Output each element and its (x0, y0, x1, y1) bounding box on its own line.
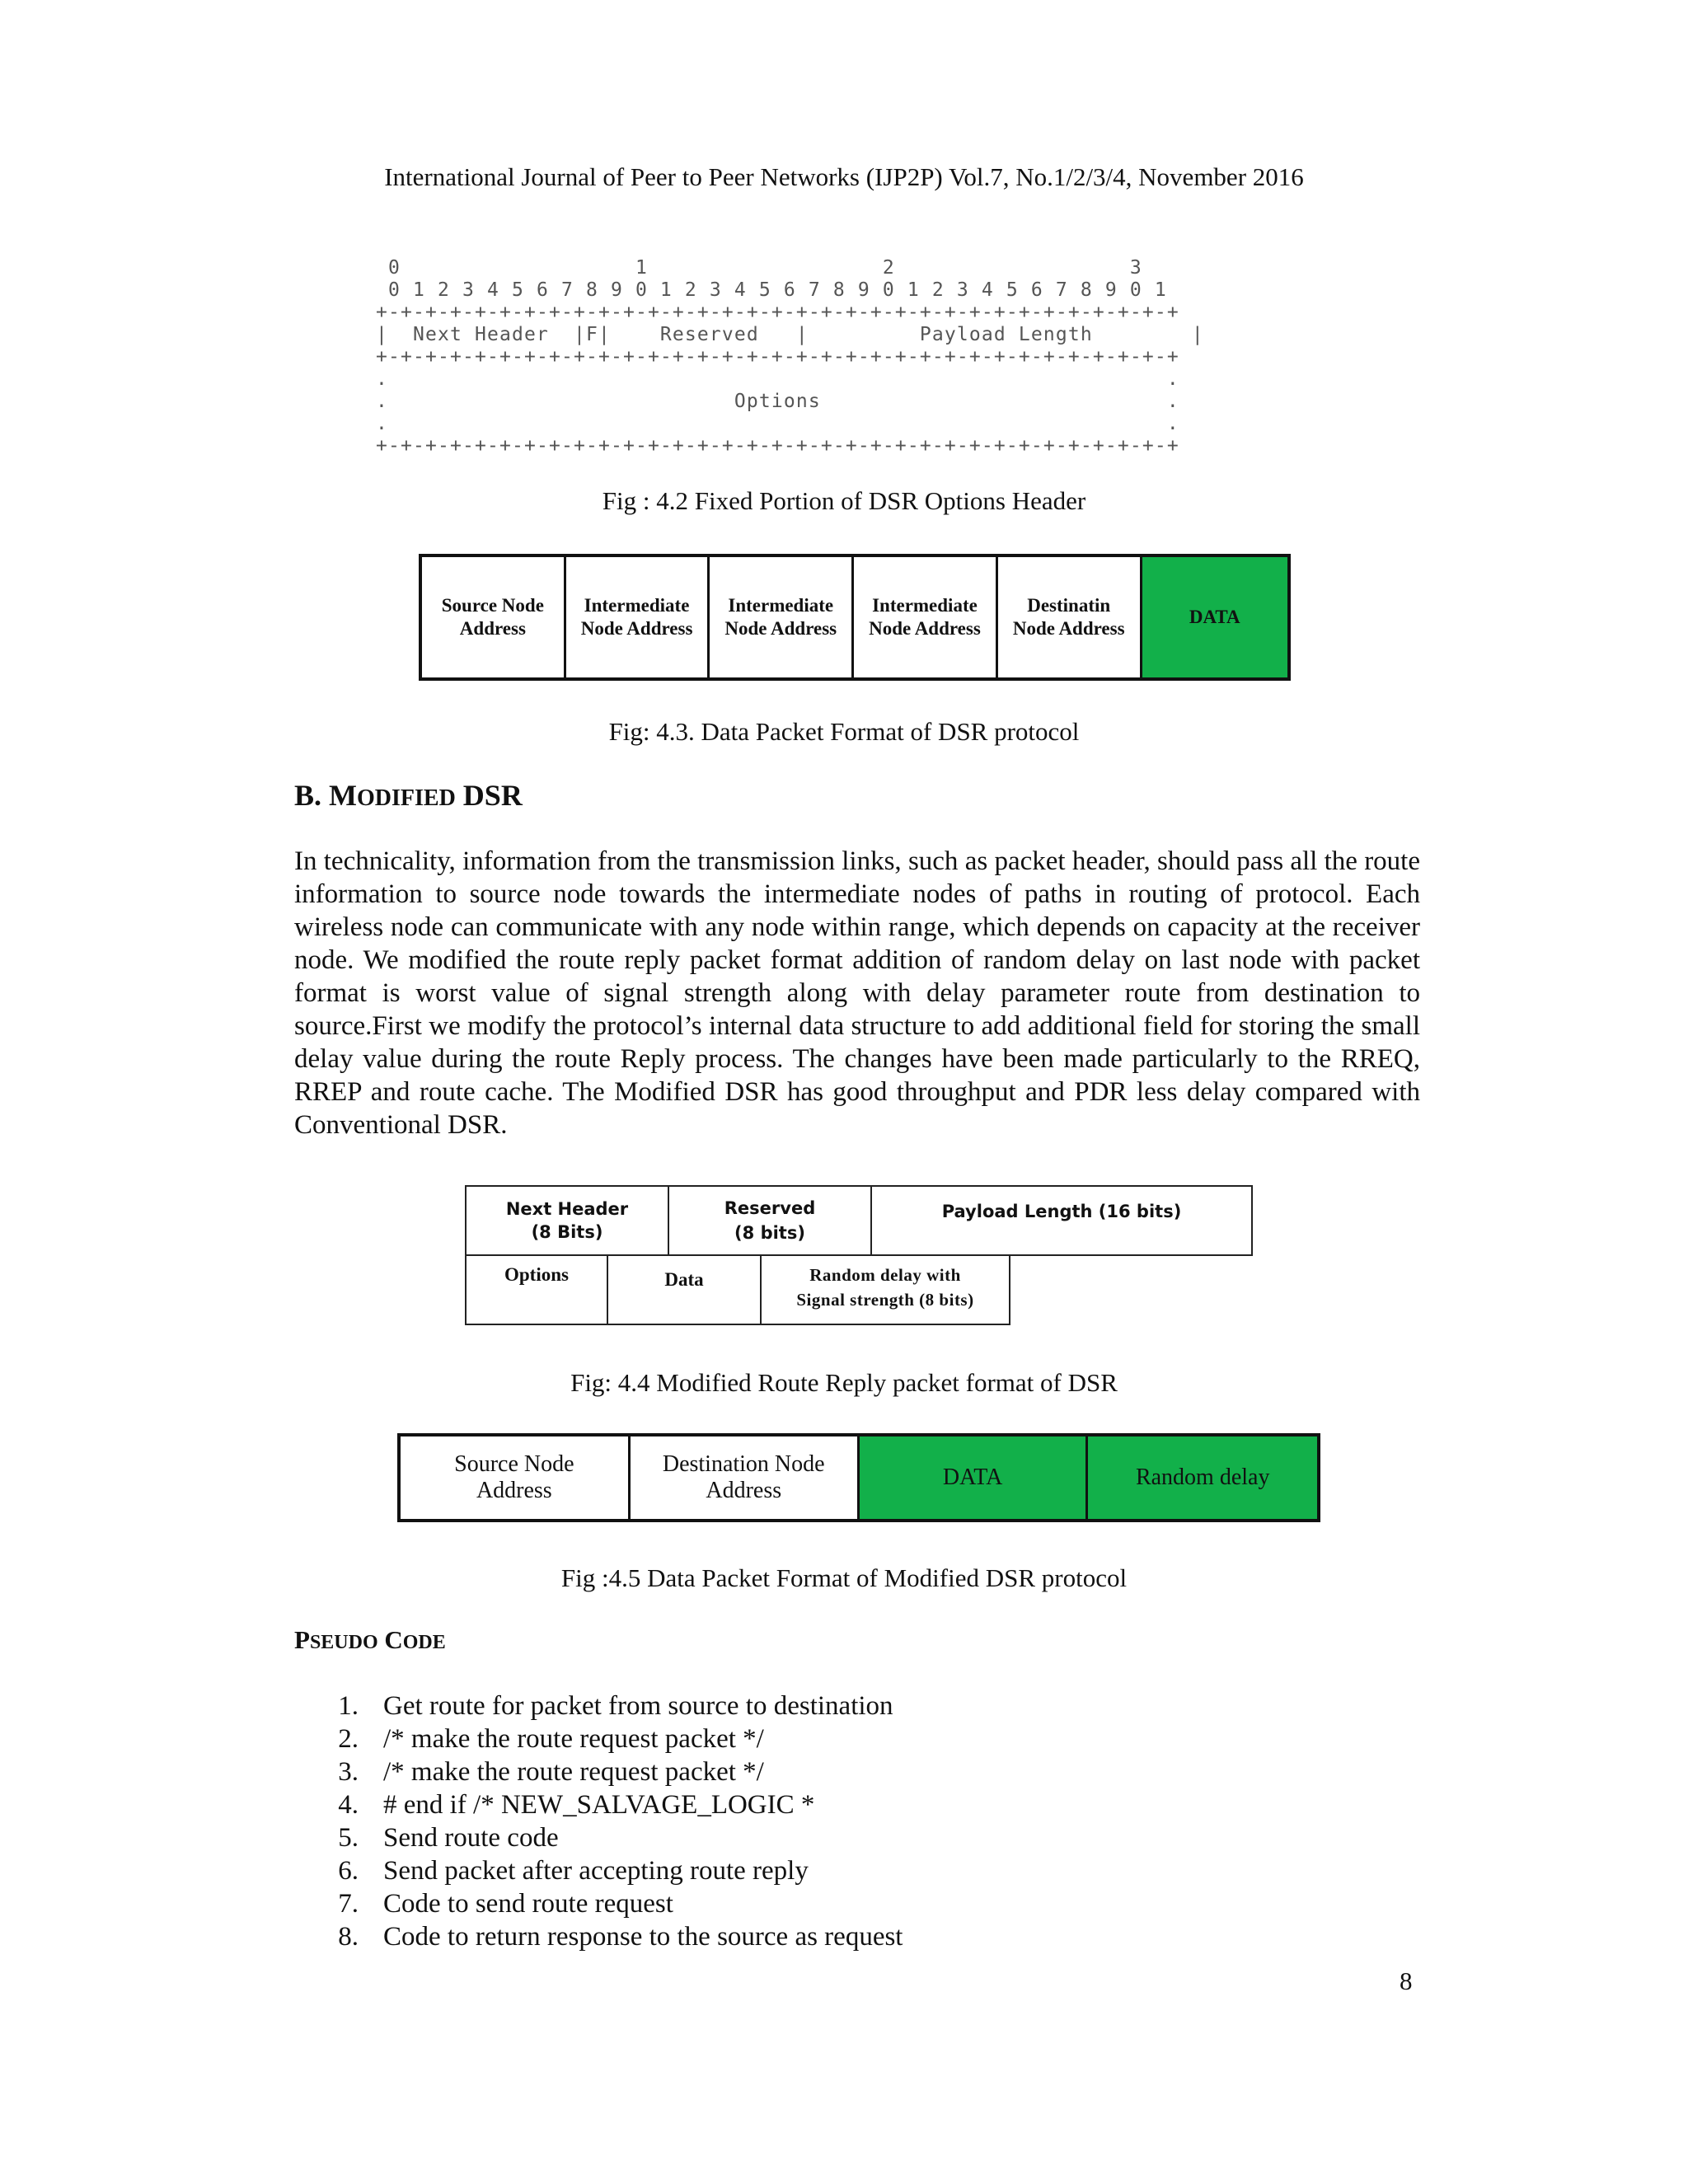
ascii-line: +-+-+-+-+-+-+-+-+-+-+-+-+-+-+-+-+-+-+-+-+-+-+-+-+-+-+-+-+-+-+-+-+ (376, 435, 1179, 457)
heading-part: C (377, 1625, 403, 1654)
random-delay-field (760, 1254, 1010, 1325)
heading-part: B. M (294, 779, 357, 812)
options-field: Options (465, 1254, 608, 1325)
item-number: 8. (338, 1922, 359, 1952)
pseudo-code-list (294, 1690, 903, 1953)
list-item (294, 1920, 903, 1953)
intermediate-node-address-cell: Intermediate Node Address (566, 557, 710, 677)
source-node-address-cell: Source Node Address (401, 1436, 631, 1519)
fig43-caption: Fig: 4.3. Data Packet Format of DSR protocol (608, 717, 1080, 746)
item-number: 6. (338, 1856, 359, 1886)
body-paragraph: In technicality, information from the transmission links, such as packet header, should pass all the route information to source node towards the intermediate nodes of paths in routing of protocol. Each wireless node can communicate with any node within range, which depends on capacity at the receiver node. We modified the route reply packet format addition of random delay on last node with packet format is worst value of signal strength along with delay parameter route from destination to source.First we modify the protocol’s internal data structure to add additional field for storing the small delay value during the route Reply process. The changes have been made particularly to the RREQ, RREP and route cache. The Modified DSR has good throughput and PDR less delay compared with Conventional DSR. (294, 846, 1420, 1140)
payload-length-field: Payload Length (16 bits) (870, 1185, 1253, 1256)
item-text: Send route code (383, 1823, 559, 1853)
page-number: 8 (1400, 1966, 1413, 1995)
item-number: 1. (338, 1691, 359, 1721)
item-text: Send packet after accepting route reply (383, 1856, 809, 1886)
heading-part: DSR (455, 779, 523, 812)
dsr-options-header-diagram (376, 257, 1348, 455)
field-bits: (8 bits) (734, 1223, 805, 1243)
item-text: # end if /* NEW_SALVAGE_LOGIC * (383, 1790, 815, 1820)
list-item (294, 1690, 903, 1722)
pseudo-code-heading (294, 1625, 446, 1655)
ascii-line: . . (376, 413, 1179, 434)
next-header-field (465, 1185, 669, 1256)
item-text: Get route for packet from source to destination (383, 1691, 893, 1721)
item-number: 7. (338, 1889, 359, 1919)
heading-part: P (294, 1625, 310, 1654)
field-bits: (8 Bits) (531, 1222, 603, 1242)
modified-dsr-data-packet-table (397, 1433, 1320, 1522)
heading-part: ODIFIED (357, 785, 456, 811)
reserved-field (668, 1185, 872, 1256)
fig44-caption: Fig: 4.4 Modified Route Reply packet format of DSR (570, 1368, 1118, 1397)
ascii-line: . . (376, 368, 1179, 390)
fig45-caption: Fig :4.5 Data Packet Format of Modified DSR protocol (560, 1563, 1128, 1592)
ascii-line: +-+-+-+-+-+-+-+-+-+-+-+-+-+-+-+-+-+-+-+-+-+-+-+-+-+-+-+-+-+-+-+-+ (376, 346, 1179, 368)
field-label: Random delay with (809, 1265, 961, 1285)
data-cell: DATA (860, 1436, 1089, 1519)
ascii-line: 0 1 2 3 (376, 257, 1142, 279)
list-item (294, 1821, 903, 1854)
intermediate-node-address-cell: Intermediate Node Address (854, 557, 998, 677)
fig42-caption: Fig : 4.2 Fixed Portion of DSR Options Header (602, 486, 1086, 515)
item-text: /* make the route request packet */ (383, 1757, 764, 1787)
intermediate-node-address-cell: Intermediate Node Address (710, 557, 854, 677)
list-item (294, 1854, 903, 1887)
list-item (294, 1887, 903, 1920)
data-field: Data (607, 1254, 762, 1325)
ascii-line: . Options . (376, 391, 1179, 412)
list-item (294, 1755, 903, 1788)
field-bits: Signal strength (8 bits) (796, 1290, 974, 1310)
field-label: Reserved (724, 1198, 816, 1218)
destination-node-address-cell: Destination Node Address (631, 1436, 860, 1519)
section-heading-modified-dsr (294, 778, 523, 813)
data-cell: DATA (1142, 557, 1287, 677)
journal-header: International Journal of Peer to Peer Networks (IJP2P) Vol.7, No.1/2/3/4, November 2016 (384, 162, 1304, 191)
item-text: Code to send route request (383, 1889, 673, 1919)
heading-part: SEUDO (309, 1632, 378, 1653)
destination-node-address-cell: Destinatin Node Address (998, 557, 1142, 677)
dsr-data-packet-table (419, 554, 1291, 681)
item-number: 5. (338, 1823, 359, 1853)
source-node-address-cell: Source Node Address (422, 557, 566, 677)
ascii-line: 0 1 2 3 4 5 6 7 8 9 0 1 2 3 4 5 6 7 8 9 0 1 2 3 4 5 6 7 8 9 0 1 (376, 279, 1167, 301)
item-text: Code to return response to the source as request (383, 1922, 903, 1952)
ascii-line: | Next Header |F| Reserved | Payload Length | (376, 324, 1204, 345)
heading-part: ODE (402, 1632, 446, 1653)
item-text: /* make the route request packet */ (383, 1724, 764, 1754)
list-item (294, 1788, 903, 1821)
random-delay-cell: Random delay (1088, 1436, 1317, 1519)
ascii-line: +-+-+-+-+-+-+-+-+-+-+-+-+-+-+-+-+-+-+-+-+-+-+-+-+-+-+-+-+-+-+-+-+ (376, 302, 1179, 323)
field-label: Next Header (505, 1199, 629, 1219)
item-number: 2. (338, 1724, 359, 1754)
item-number: 4. (338, 1790, 359, 1820)
item-number: 3. (338, 1757, 359, 1787)
list-item (294, 1722, 903, 1755)
